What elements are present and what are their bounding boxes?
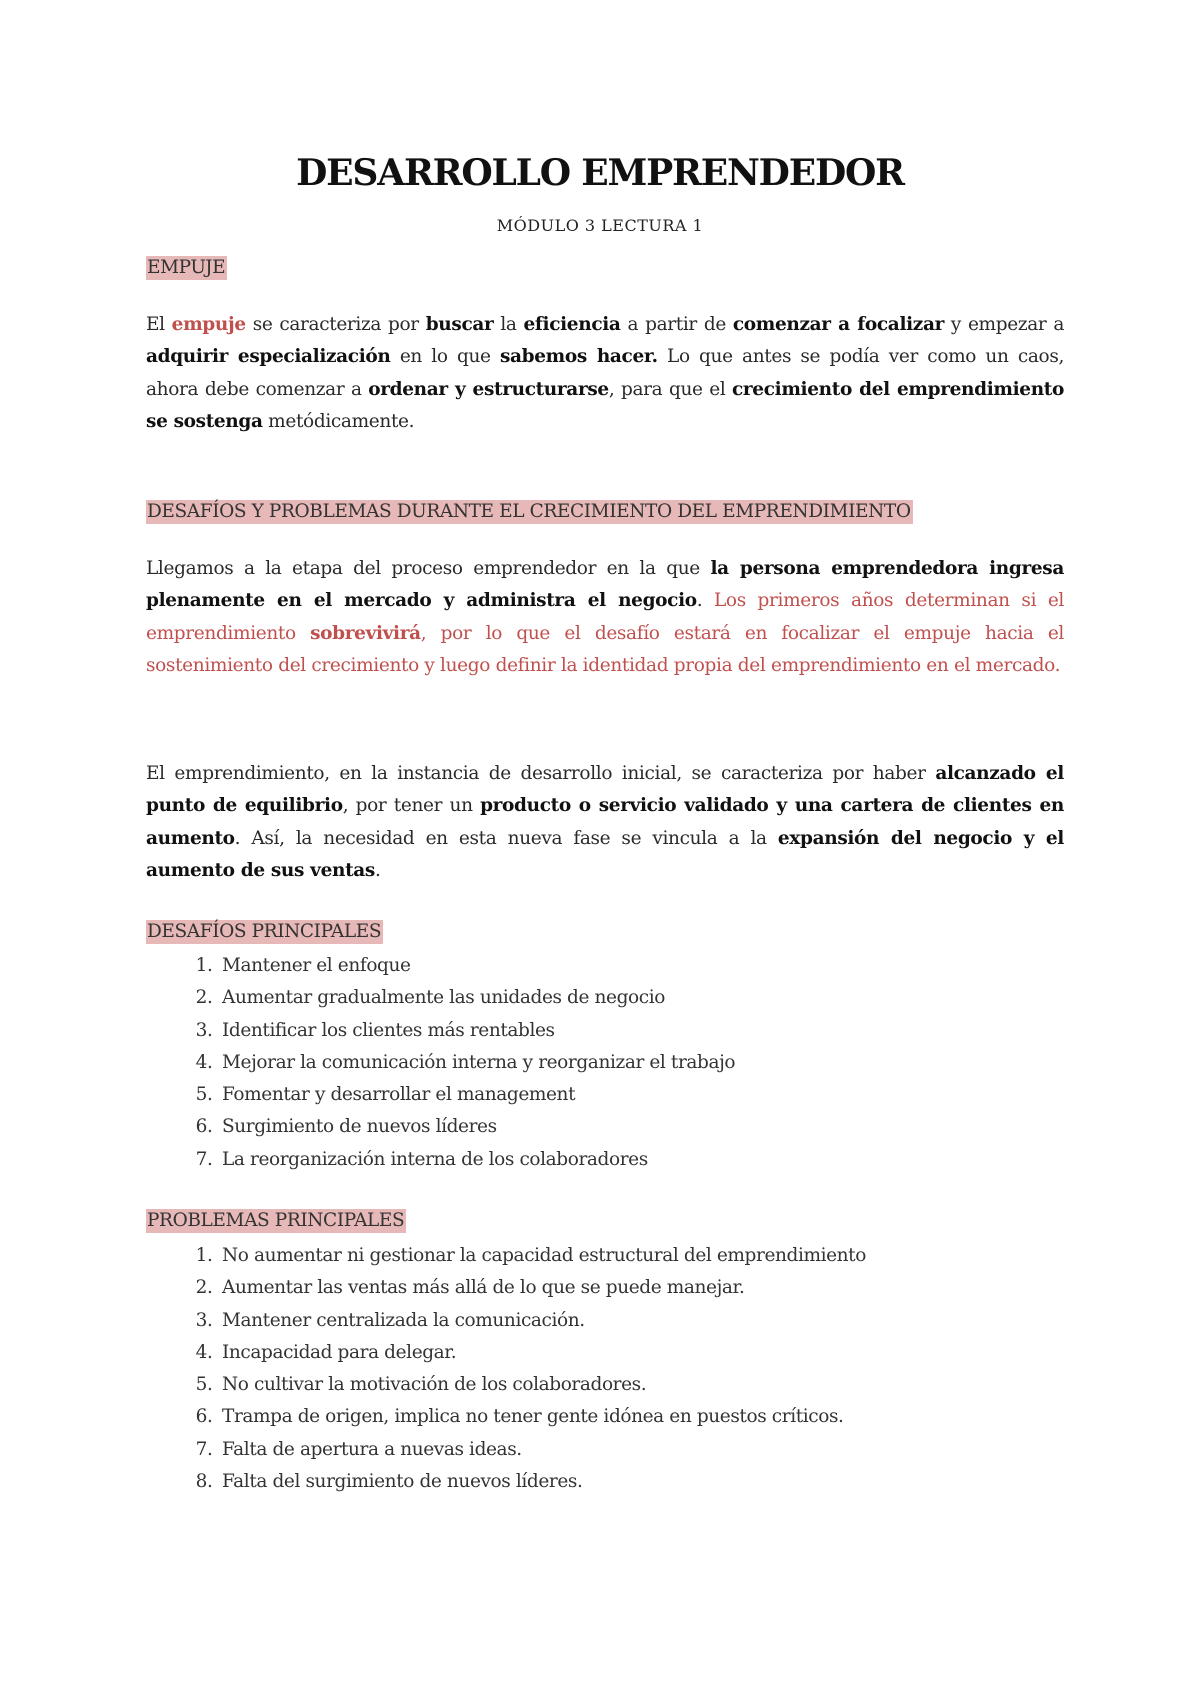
list-problemas-principales — [178, 1240, 1098, 1498]
list-item: 1. Mantener el enfoque — [218, 950, 1098, 982]
paragraph-empuje: El empuje se caracteriza por buscar la eficiencia a partir de comenzar a focalizar y empezar a adquirir especialización en lo que sabemos hacer. Lo que antes se podía ver como un caos, ahora debe comenzar a ordenar y estructurarse, para que el crecimiento del emprendimiento se sostenga metódicamente. — [146, 314, 1065, 432]
list-item: 2. Aumentar las ventas más allá de lo que se puede manejar. — [218, 1272, 1098, 1304]
list-item: 6. Surgimiento de nuevos líderes — [218, 1111, 1098, 1143]
list-item: 3. Identificar los clientes más rentables — [218, 1015, 1098, 1047]
list-item: 4. Incapacidad para delegar. — [218, 1337, 1098, 1369]
list-item: 5. No cultivar la motivación de los colaboradores. — [218, 1369, 1098, 1401]
list-item: 5. Fomentar y desarrollar el management — [218, 1079, 1098, 1111]
heading-desafios-principales: DESAFÍOS PRINCIPALES — [147, 921, 382, 942]
document-title: DESARROLLO EMPRENDEDOR — [296, 152, 904, 194]
list-desafios-principales — [178, 950, 1098, 1176]
paragraph-etapa: Llegamos a la etapa del proceso emprendedor en la que la persona emprendedora ingresa plenamente en el mercado y administra el negocio. Los primeros años determinan si el emprendimiento sobrevivirá, por lo que el desafío estará en focalizar el empuje hacia el sostenimiento del crecimiento y luego definir la identidad propia del emprendimiento en el mercado. — [146, 558, 1064, 676]
paragraph-desarrollo-inicial: El emprendimiento, en la instancia de desarrollo inicial, se caracteriza por haber alcanzado el punto de equilibrio, por tener un producto o servicio validado y una cartera de clientes en aumento. Así, la necesidad en esta nueva fase se vincula a la expansión del negocio y el aumento de sus ventas. — [146, 763, 1064, 881]
list-item: 3. Mantener centralizada la comunicación. — [218, 1305, 1098, 1337]
heading-empuje: EMPUJE — [147, 257, 226, 278]
list-item: 1. No aumentar ni gestionar la capacidad estructural del emprendimiento — [218, 1240, 1098, 1272]
list-item: 6. Trampa de origen, implica no tener gente idónea en puestos críticos. — [218, 1401, 1098, 1433]
list-item: 4. Mejorar la comunicación interna y reorganizar el trabajo — [218, 1047, 1098, 1079]
heading-desafios-problemas: DESAFÍOS Y PROBLEMAS DURANTE EL CRECIMIENTO DEL EMPRENDIMIENTO — [147, 501, 911, 522]
list-item: 7. La reorganización interna de los colaboradores — [218, 1144, 1098, 1176]
document-subtitle: MÓDULO 3 LECTURA 1 — [496, 216, 704, 235]
heading-problemas-principales: PROBLEMAS PRINCIPALES — [147, 1210, 405, 1231]
list-item: 2. Aumentar gradualmente las unidades de negocio — [218, 982, 1098, 1014]
list-item: 8. Falta del surgimiento de nuevos líderes. — [218, 1466, 1098, 1498]
list-item: 7. Falta de apertura a nuevas ideas. — [218, 1434, 1098, 1466]
